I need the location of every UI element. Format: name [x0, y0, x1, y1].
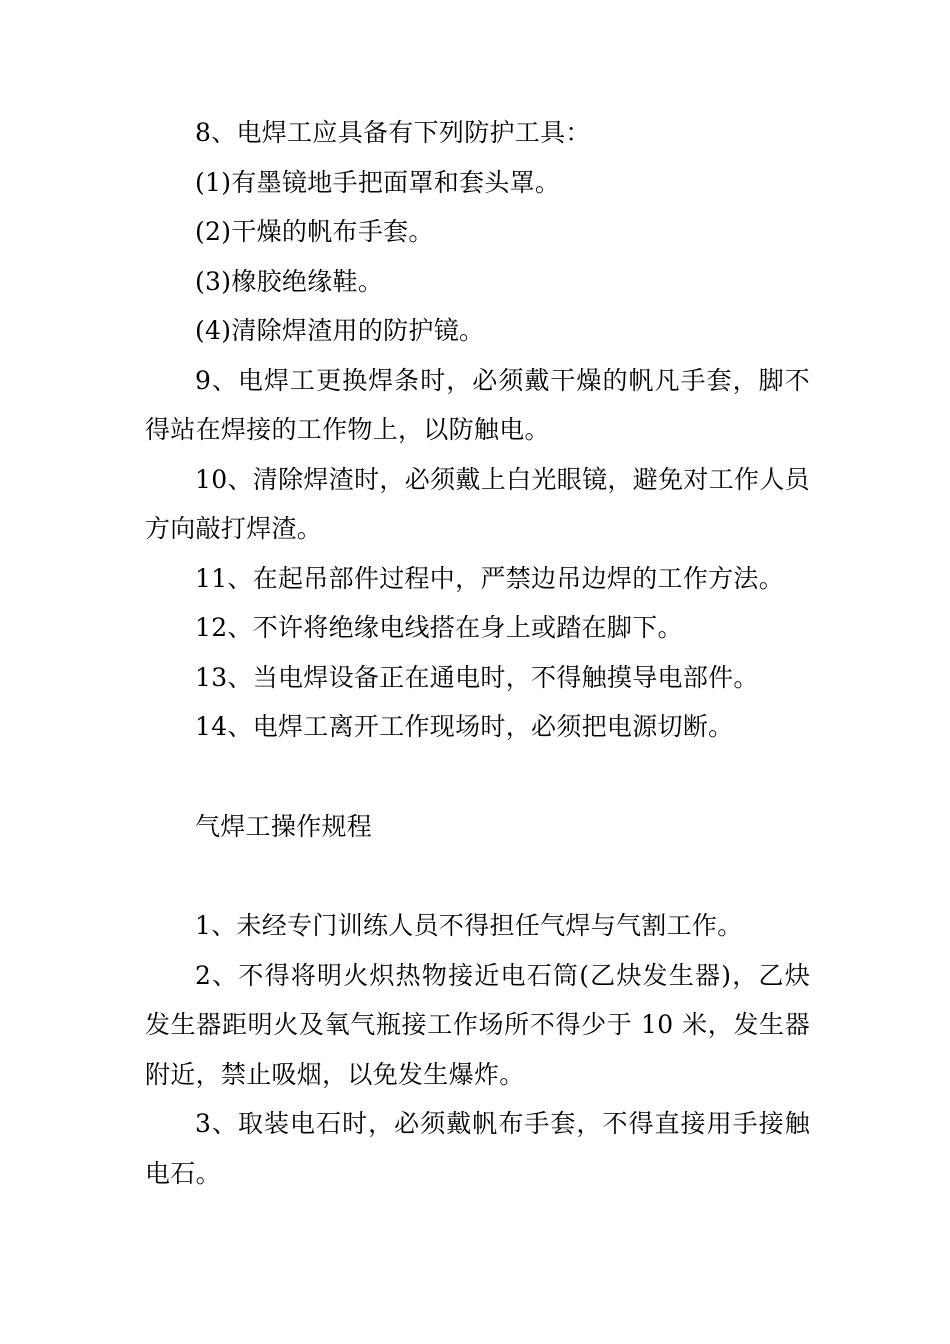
- paragraph-subitem-2: (2)干燥的帆布手套。: [195, 217, 434, 246]
- paragraph-item-11: 11、在起吊部件过程中，严禁边吊边焊的工作方法。: [195, 563, 785, 593]
- paragraph-item-13: 13、当电焊设备正在通电时，不得触摸导电部件。: [195, 662, 759, 692]
- paragraph-subitem-1: (1)有墨镜地手把面罩和套头罩。: [195, 167, 561, 197]
- spacer: [145, 851, 810, 901]
- document-page: [145, 108, 810, 1198]
- paragraph-item-8: 8、电焊工应具备有下列防护工具：: [195, 118, 591, 147]
- section-heading: 气焊工操作规程: [195, 811, 373, 841]
- paragraph-subitem-4: (4)清除焊渣用的防护镜。: [195, 316, 485, 345]
- paragraph-gas-item-1: 1、未经专门训练人员不得担任气焊与气割工作。: [195, 911, 743, 940]
- paragraph-gas-item-2: 2、不得将明火炽热物接近电石筒(乙炔发生器)，乙炔发生器距明火及氧气瓶接工作场所不得少于 10 米，发生器附近，禁止吸烟，以免发生爆炸。: [145, 960, 810, 1089]
- paragraph-item-12: 12、不许将绝缘电线搭在身上或踏在脚下。: [195, 613, 683, 642]
- spacer: [145, 752, 810, 802]
- paragraph-subitem-3: (3)橡胶绝缘鞋。: [195, 266, 384, 296]
- paragraph-gas-item-3: 3、取装电石时，必须戴帆布手套，不得直接用手接触电石。: [145, 1109, 810, 1188]
- paragraph-item-10: 10、清除焊渣时，必须戴上白光眼镜，避免对工作人员方向敲打焊渣。: [145, 464, 810, 543]
- paragraph-item-9: 9、电焊工更换焊条时，必须戴干燥的帆凡手套，脚不得站在焊接的工作物上，以防触电。: [145, 365, 810, 444]
- paragraph-item-14: 14、电焊工离开工作现场时，必须把电源切断。: [195, 712, 734, 741]
